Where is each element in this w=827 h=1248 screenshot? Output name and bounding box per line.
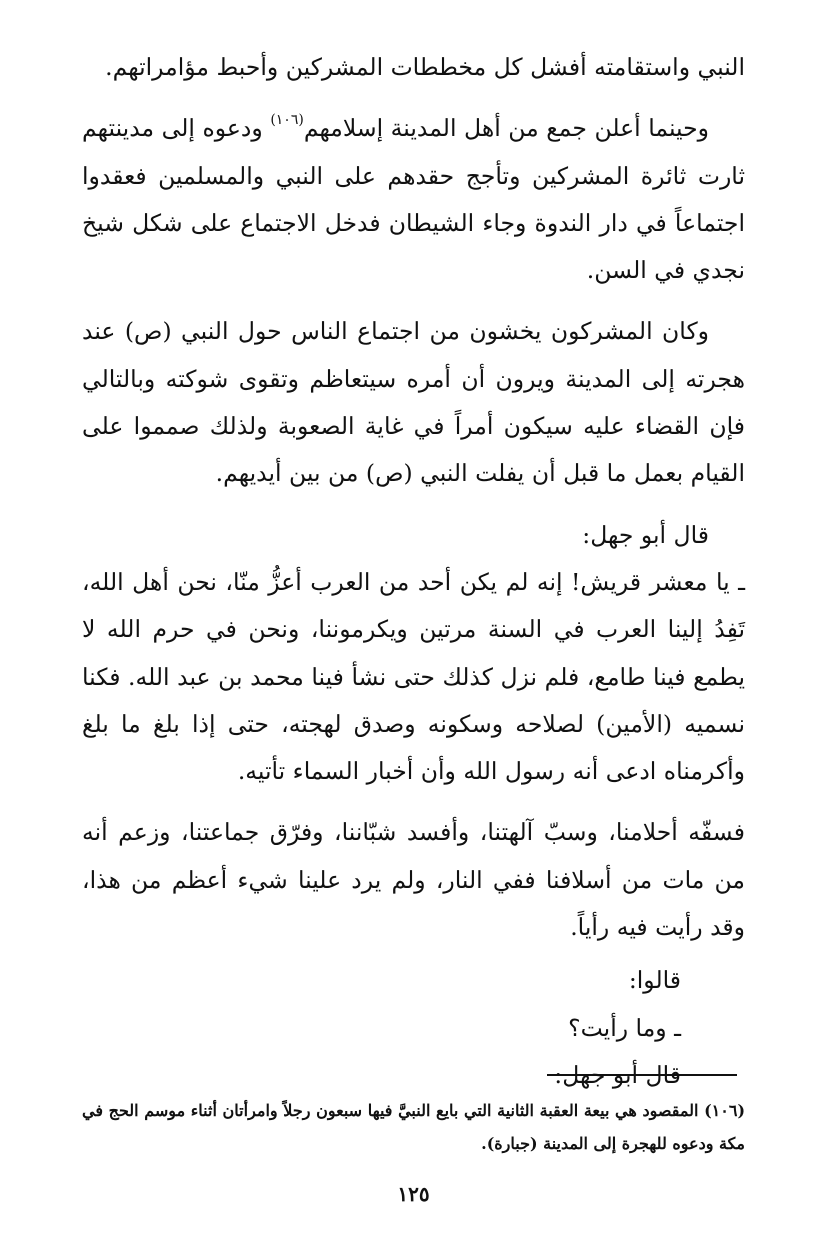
paragraph-6: فسفّه أحلامنا، وسبّ آلهتنا، وأفسد شبّاننا، وفرّق جماعتنا، وزعم أنه من مات من أسلافنا ففي النار، ولم يرد علينا شيء أعظم من هذا، وقد رأيت فيه رأياً.	[82, 818, 745, 942]
main-text	[82, 44, 745, 1099]
abu-jahl-speaker-2: قال أبو جهل:	[554, 1060, 681, 1089]
paragraph-2-lead: وحينما أعلن جمع من أهل المدينة إسلامهم	[303, 114, 709, 143]
page-number: ١٢٥	[397, 1182, 430, 1206]
abu-jahl-speech: ـ يا معشر قريش! إنه لم يكن أحد من العرب أعزُّ منّا، نحن أهل الله، تَفِدُ إلينا العرب في السنة مرتين ويكرموننا، ونحن في حرم الله لا يطمع فينا طامع، فلم نزل كذلك حتى نشأ فينا محمد بن عبد الله. فكنا نسميه (الأمين) لصلاحه وسكونه وصدق لهجته، حتى إذا بلغ ما بلغ وأكرمناه ادعى أنه رسول الله وأن أخبار السماء تأتيه.	[82, 567, 745, 786]
abu-jahl-speaker-1: قال أبو جهل:	[582, 520, 709, 549]
footnote	[82, 1094, 745, 1160]
footnote-number: (١٠٦)	[704, 1101, 746, 1120]
they-said: قالوا:	[628, 966, 681, 995]
paragraph-2	[82, 105, 745, 294]
what-did-you-see: ـ وما رأيت؟	[568, 1013, 681, 1042]
paragraph-1: النبي واستقامته أفشل كل مخططات المشركين وأحبط مؤامراتهم.	[105, 53, 745, 81]
paragraph-3: وكان المشركون يخشون من اجتماع الناس حول النبي (ص) عند هجرته إلى المدينة ويرون أن أمره سيتعاظم وتقوى شوكته وبالتالي فإن القضاء عليه سيكون أمراً في غاية الصعوبة ولذلك صمموا على القيام بعمل ما قبل أن يفلت النبي (ص) من بين أيديهم.	[82, 317, 745, 488]
footnote-text: المقصود هي بيعة العقبة الثانية التي بايع النبيَّ فيها سبعون رجلاً وامرأتان أثناء موسم الحج في مكة ودعوه للهجرة إلى المدينة (جبارة).	[82, 1101, 745, 1153]
footnote-divider	[547, 1074, 737, 1076]
footnote-reference[interactable]: (١٠٦)	[270, 112, 304, 129]
paragraph-2-body: ودعوه إلى مدينتهم ثارت ثائرة المشركين وتأجج حقدهم على النبي والمسلمين فعقدوا اجتماعاً في دار الندوة وجاء الشيطان فدخل الاجتماع على شكل شيخ نجدي في السن.	[82, 114, 745, 285]
